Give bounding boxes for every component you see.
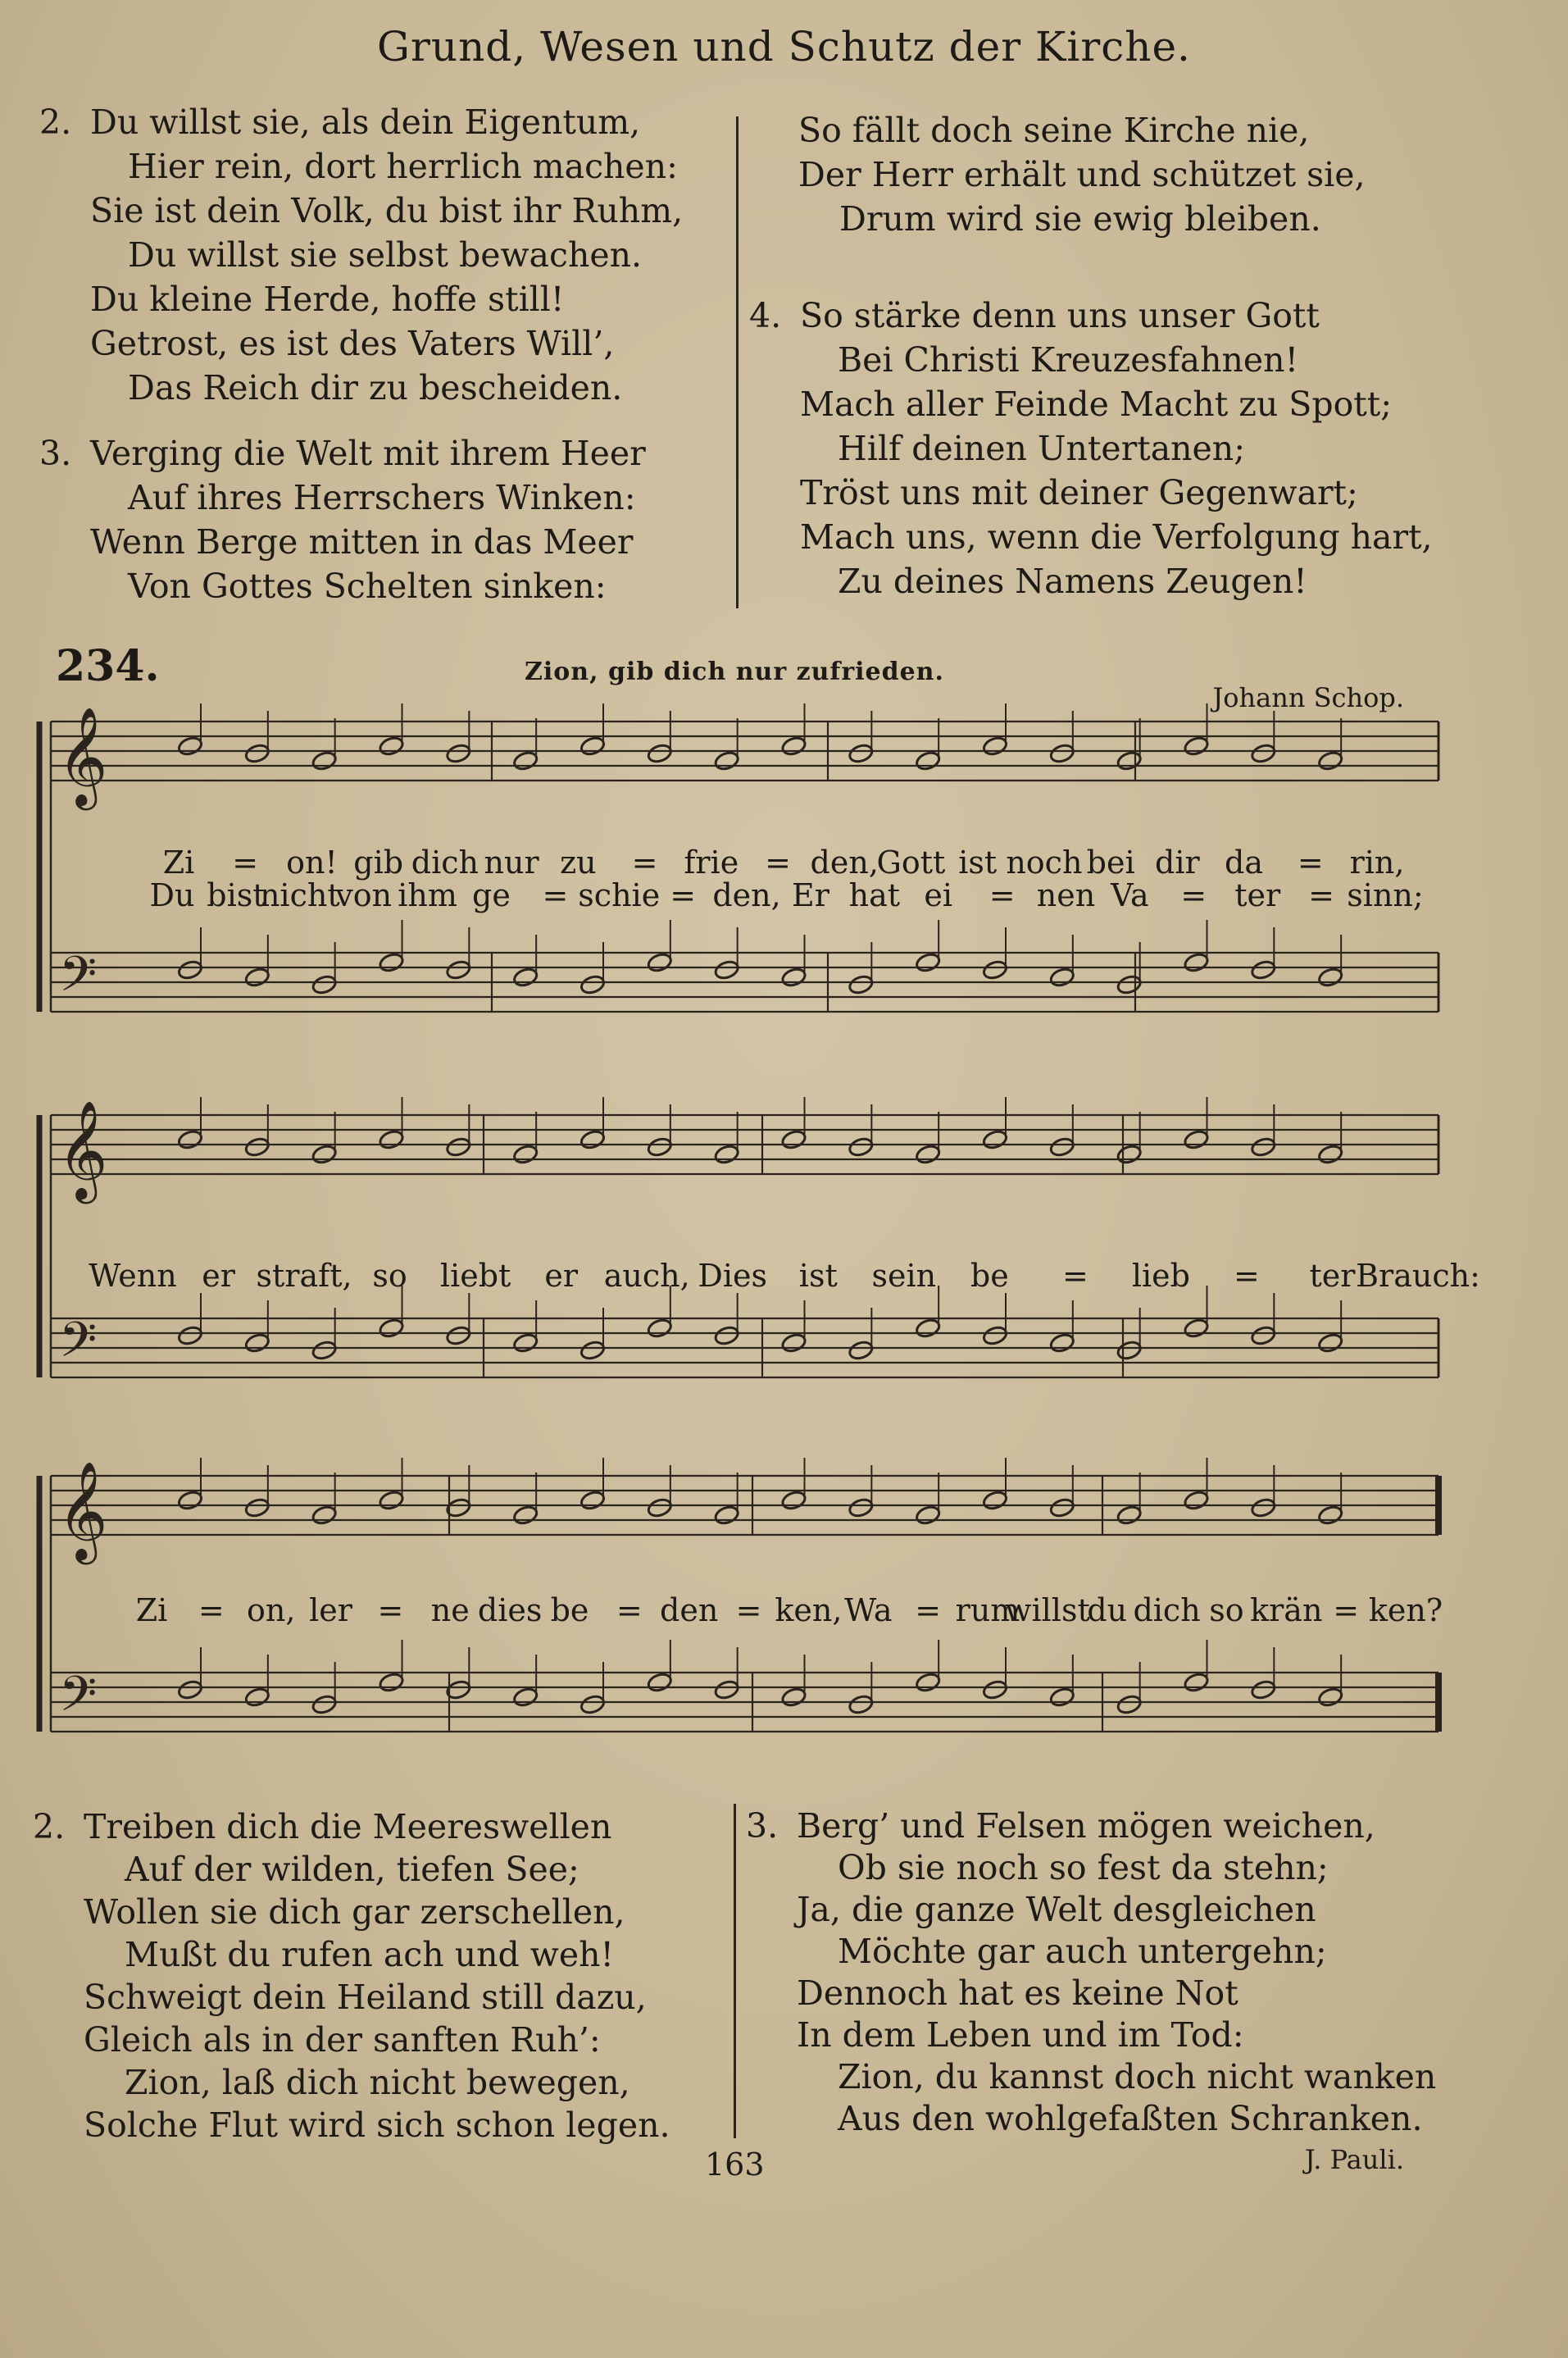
note-head — [244, 1687, 270, 1708]
note-head — [780, 735, 807, 757]
stanza-number: 2. — [39, 102, 72, 142]
lyric-syllable: Dies — [698, 1258, 768, 1294]
stanza-line: Auf ihres Herrschers Winken: — [128, 478, 636, 517]
hymn-number: 234. — [56, 641, 160, 691]
lyric-syllable: = — [1297, 844, 1324, 881]
lyric-syllable: Wenn — [89, 1258, 177, 1294]
note-head — [244, 967, 270, 988]
stanza-line: Wenn Berge mitten in das Meer — [90, 522, 634, 562]
stanza-line: So stärke denn uns unser Gott — [800, 296, 1320, 335]
note-head — [177, 735, 203, 757]
note-head — [780, 1687, 807, 1708]
lyric-syllable: ist — [798, 1258, 838, 1294]
note-head — [378, 1129, 404, 1150]
note-head — [647, 952, 673, 973]
stanza-line: So fällt doch seine Kirche nie, — [798, 111, 1310, 150]
stanza-line: Solche Flut wird sich schon legen. — [84, 2105, 670, 2145]
stanza-line: Zu deines Namens Zeugen! — [838, 562, 1307, 601]
note-head — [982, 959, 1008, 981]
note-head — [1250, 959, 1276, 981]
note-head — [1183, 952, 1209, 973]
note-head — [1317, 1687, 1343, 1708]
lyric-syllable: ne — [430, 1592, 470, 1628]
note-head — [1116, 1694, 1142, 1715]
note-head — [177, 1679, 203, 1700]
lyric-syllable: frie — [684, 844, 739, 881]
stanza-line: Hier rein, dort herrlich machen: — [128, 147, 678, 186]
note-head — [177, 1490, 203, 1511]
stanza-line: Tröst uns mit deiner Gegenwart; — [800, 473, 1358, 512]
stanza-line: Treiben dich die Meereswellen — [84, 1807, 612, 1846]
note-head — [982, 1325, 1008, 1346]
note-head — [1049, 743, 1075, 764]
note-head — [378, 735, 404, 757]
note-head — [982, 735, 1008, 757]
note-head — [915, 952, 941, 973]
note-head — [647, 1318, 673, 1339]
lyric-syllable: Zi — [135, 1592, 168, 1628]
note-head — [915, 1318, 941, 1339]
lyric-syllable: zu — [560, 844, 597, 881]
note-head — [1049, 967, 1075, 988]
lyric-syllable: dir — [1155, 844, 1200, 881]
stanza-line: Wollen sie dich gar zerschellen, — [84, 1892, 625, 1932]
note-head — [647, 1497, 673, 1518]
lyric-syllable: den — [660, 1592, 719, 1628]
note-head — [647, 743, 673, 764]
note-head — [915, 1672, 941, 1693]
note-head — [244, 743, 270, 764]
note-head — [512, 1504, 539, 1526]
lyric-syllable: on! — [286, 844, 338, 881]
stanza-line: Auf der wilden, tiefen See; — [125, 1850, 579, 1889]
stanza-number: 2. — [33, 1807, 66, 1846]
note-head — [311, 750, 337, 772]
note-head — [1049, 1136, 1075, 1158]
stanza-line: Berg’ und Felsen mögen weichen, — [797, 1806, 1375, 1846]
lyric-syllable: = — [542, 877, 569, 913]
stanza-line: Ja, die ganze Welt desgleichen — [797, 1890, 1316, 1929]
note-head — [713, 1144, 739, 1165]
lyric-syllable: dich — [1133, 1592, 1201, 1628]
stanza-line: Dennoch hat es keine Not — [797, 1973, 1238, 2013]
note-head — [780, 1490, 807, 1511]
note-head — [579, 1129, 606, 1150]
lyric-syllable: dies — [477, 1592, 543, 1628]
lyric-syllable: Va — [1111, 877, 1149, 913]
lyric-syllable: ei — [924, 877, 953, 913]
lyric-syllable: ter — [1309, 1258, 1356, 1294]
note-head — [244, 1497, 270, 1518]
lyric-syllable: den, — [712, 877, 781, 913]
lyric-syllable: gib — [353, 844, 404, 881]
lyric-syllable: noch — [1006, 844, 1083, 881]
lyric-syllable: willst — [1004, 1592, 1090, 1628]
note-head — [1317, 1504, 1343, 1526]
stanza-line: Bei Christi Kreuzesfahnen! — [838, 340, 1299, 380]
lyric-syllable: = — [989, 877, 1016, 913]
stanza-line: Gleich als in der sanften Ruh’: — [84, 2020, 601, 2060]
lyric-syllable: dich — [411, 844, 479, 881]
bass-clef-icon: 𝄢 — [59, 1665, 98, 1734]
stanza-line: Verging die Welt mit ihrem Heer — [90, 434, 646, 473]
stanza-line: Du willst sie, als dein Eigentum, — [90, 102, 641, 142]
note-head — [1183, 735, 1209, 757]
lyric-syllable: = — [616, 1592, 643, 1628]
lyric-syllable: rin, — [1349, 844, 1405, 881]
lyric-syllable: = — [1308, 877, 1335, 913]
note-head — [848, 974, 874, 995]
lyric-syllable: Du — [149, 877, 195, 913]
lyric-syllable: auch, — [603, 1258, 690, 1294]
note-head — [445, 1136, 471, 1158]
note-head — [1317, 750, 1343, 772]
note-head — [848, 1694, 874, 1715]
note-head — [579, 1340, 606, 1361]
lyric-syllable: = — [1333, 1592, 1360, 1628]
treble-clef-icon: 𝄞 — [57, 706, 108, 806]
lyric-syllable: be — [550, 1592, 589, 1628]
note-head — [512, 750, 539, 772]
stanza-line: In dem Leben und im Tod: — [797, 2015, 1244, 2055]
lyric-syllable: nen — [1036, 877, 1096, 913]
lyric-syllable: = — [1061, 1258, 1089, 1294]
note-head — [1116, 974, 1142, 995]
note-head — [647, 1672, 673, 1693]
note-head — [915, 750, 941, 772]
lyric-syllable: ihm — [398, 877, 457, 913]
bass-clef-icon: 𝄢 — [59, 945, 98, 1014]
text-author: J. Pauli. — [1304, 2144, 1404, 2175]
note-head — [177, 959, 203, 981]
note-head — [1250, 743, 1276, 764]
lyric-syllable: = — [765, 844, 791, 881]
lyric-syllable: = — [1234, 1258, 1260, 1294]
note-head — [1183, 1672, 1209, 1693]
note-head — [177, 1325, 203, 1346]
note-head — [512, 967, 539, 988]
lyric-syllable: ge — [472, 877, 511, 913]
note-head — [579, 1694, 606, 1715]
lyric-syllable: ter — [1234, 877, 1281, 913]
treble-clef-icon: 𝄞 — [57, 1099, 108, 1199]
note-head — [1250, 1497, 1276, 1518]
composer: Johann Schop. — [1212, 682, 1404, 713]
note-head — [311, 974, 337, 995]
stanza-line: Von Gottes Schelten sinken: — [128, 567, 607, 606]
bass-clef-icon: 𝄢 — [59, 1311, 98, 1380]
lyric-syllable: ken, — [775, 1592, 843, 1628]
stanza-line: Getrost, es ist des Vaters Will’, — [90, 324, 615, 363]
note-head — [1250, 1325, 1276, 1346]
lyric-syllable: so — [372, 1258, 407, 1294]
lyric-syllable: be — [970, 1258, 1009, 1294]
treble-clef-icon: 𝄞 — [57, 1460, 108, 1560]
stanza-number: 4. — [749, 296, 782, 335]
stanza-line: Du willst sie selbst bewachen. — [128, 235, 643, 275]
note-head — [915, 1144, 941, 1165]
lyric-syllable: nur — [484, 844, 539, 881]
lyric-syllable: nicht — [259, 877, 340, 913]
lyric-syllable: = — [735, 1592, 762, 1628]
bottom-stanza-3 — [746, 1805, 1436, 2140]
note-head — [445, 1325, 471, 1346]
stanza-line: Mußt du rufen ach und weh! — [125, 1935, 615, 1974]
note-head — [647, 1136, 673, 1158]
lyric-syllable: so — [1209, 1592, 1244, 1628]
note-head — [1116, 750, 1142, 772]
lyric-syllable: Gott — [876, 844, 946, 881]
note-head — [848, 743, 874, 764]
note-head — [982, 1679, 1008, 1700]
note-head — [311, 1144, 337, 1165]
stanza-line: Zion, laß dich nicht bewegen, — [125, 2063, 630, 2102]
lyric-syllable: schie — [578, 877, 661, 913]
stanza-line: Möchte gar auch untergehn; — [838, 1932, 1327, 1971]
stanza-line: Ob sie noch so fest da stehn; — [838, 1848, 1329, 1887]
lyric-syllable: bist — [207, 877, 266, 913]
note-head — [780, 1129, 807, 1150]
lyric-syllable: = — [1180, 877, 1207, 913]
note-head — [1250, 1679, 1276, 1700]
lyric-syllable: sein — [871, 1258, 937, 1294]
lyric-syllable: ist — [958, 844, 998, 881]
note-head — [1183, 1318, 1209, 1339]
note-head — [1116, 1144, 1142, 1165]
note-head — [1116, 1504, 1142, 1526]
page-number: 163 — [705, 2146, 765, 2183]
note-head — [579, 974, 606, 995]
note-head — [780, 967, 807, 988]
note-head — [378, 1490, 404, 1511]
note-head — [579, 735, 606, 757]
note-head — [378, 1318, 404, 1339]
column-divider-bottom — [734, 1804, 736, 2138]
note-head — [579, 1490, 606, 1511]
note-head — [982, 1490, 1008, 1511]
stanza-line: Schweigt dein Heiland still dazu, — [84, 1978, 647, 2017]
lyric-syllable: den, — [810, 844, 879, 881]
lyric-syllable: straft, — [256, 1258, 352, 1294]
stanza-number: 3. — [39, 434, 72, 473]
stanza-line: Mach aller Feinde Macht zu Spott; — [800, 385, 1393, 424]
stanza-number: 3. — [746, 1806, 779, 1846]
note-head — [1049, 1497, 1075, 1518]
note-head — [1116, 1340, 1142, 1361]
lyric-syllable: Er — [791, 877, 829, 913]
lyric-syllable: Wa — [844, 1592, 893, 1628]
stanza-line: Sie ist dein Volk, du bist ihr Ruhm, — [90, 191, 684, 230]
page-title: Grund, Wesen und Schutz der Kirche. — [377, 23, 1191, 71]
note-head — [378, 952, 404, 973]
note-head — [1183, 1129, 1209, 1150]
stanza-line: Der Herr erhält und schützet sie, — [798, 155, 1366, 194]
lyric-syllable: bei — [1086, 844, 1135, 881]
note-head — [1183, 1490, 1209, 1511]
lyric-syllable: da — [1225, 844, 1264, 881]
note-head — [445, 743, 471, 764]
lyric-syllable: rum — [955, 1592, 1020, 1628]
stanza-line: Drum wird sie ewig bleiben. — [839, 199, 1321, 239]
note-head — [713, 1679, 739, 1700]
note-head — [311, 1340, 337, 1361]
note-head — [915, 1504, 941, 1526]
stanza-line: Das Reich dir zu bescheiden. — [128, 368, 623, 407]
note-head — [445, 959, 471, 981]
note-head — [177, 1129, 203, 1150]
stanza-line: Aus den wohlgefaßten Schranken. — [838, 2099, 1423, 2138]
lyric-syllable: er — [544, 1258, 578, 1294]
lyric-syllable: Brauch: — [1356, 1258, 1480, 1294]
lyric-syllable: liebt — [439, 1258, 511, 1294]
note-head — [982, 1129, 1008, 1150]
lyric-syllable: lieb — [1131, 1258, 1190, 1294]
note-head — [512, 1687, 539, 1708]
lyric-syllable: du — [1087, 1592, 1128, 1628]
lyric-syllable: ken? — [1368, 1592, 1443, 1628]
note-head — [378, 1672, 404, 1693]
lyric-syllable: ler — [309, 1592, 352, 1628]
note-head — [1049, 1332, 1075, 1354]
note-head — [713, 1325, 739, 1346]
lyric-syllable: = — [670, 877, 697, 913]
lyric-syllable: on, — [246, 1592, 296, 1628]
lyric-syllable: Zi — [162, 844, 195, 881]
note-head — [512, 1144, 539, 1165]
note-head — [1317, 1144, 1343, 1165]
note-head — [848, 1497, 874, 1518]
lyric-syllable: er — [202, 1258, 235, 1294]
tune-name: Zion, gib dich nur zufrieden. — [525, 658, 944, 686]
note-head — [1317, 1332, 1343, 1354]
note-head — [713, 959, 739, 981]
lyric-syllable: = — [198, 1592, 225, 1628]
note-head — [244, 1136, 270, 1158]
note-head — [311, 1694, 337, 1715]
note-head — [311, 1504, 337, 1526]
note-head — [780, 1332, 807, 1354]
lyric-syllable: von — [335, 877, 393, 913]
lyric-syllable: = — [377, 1592, 404, 1628]
note-head — [848, 1136, 874, 1158]
note-head — [244, 1332, 270, 1354]
stanza-line: Hilf deinen Untertanen; — [838, 429, 1246, 468]
note-head — [1049, 1687, 1075, 1708]
stanza-line: Du kleine Herde, hoffe still! — [90, 280, 565, 319]
stanza-line: Zion, du kannst doch nicht wanken — [838, 2057, 1437, 2096]
bottom-stanza-2 — [33, 1805, 670, 2146]
stanza-line: Mach uns, wenn die Verfolgung hart, — [800, 517, 1433, 557]
lyric-syllable: = — [232, 844, 259, 881]
note-head — [713, 1504, 739, 1526]
note-head — [713, 750, 739, 772]
lyric-syllable: = — [915, 1592, 942, 1628]
note-head — [848, 1340, 874, 1361]
note-head — [1317, 967, 1343, 988]
lyric-syllable: = — [631, 844, 658, 881]
note-head — [512, 1332, 539, 1354]
lyric-syllable: krän — [1250, 1592, 1323, 1628]
note-head — [1250, 1136, 1276, 1158]
lyric-syllable: sinn; — [1347, 877, 1424, 913]
lyric-syllable: hat — [848, 877, 901, 913]
